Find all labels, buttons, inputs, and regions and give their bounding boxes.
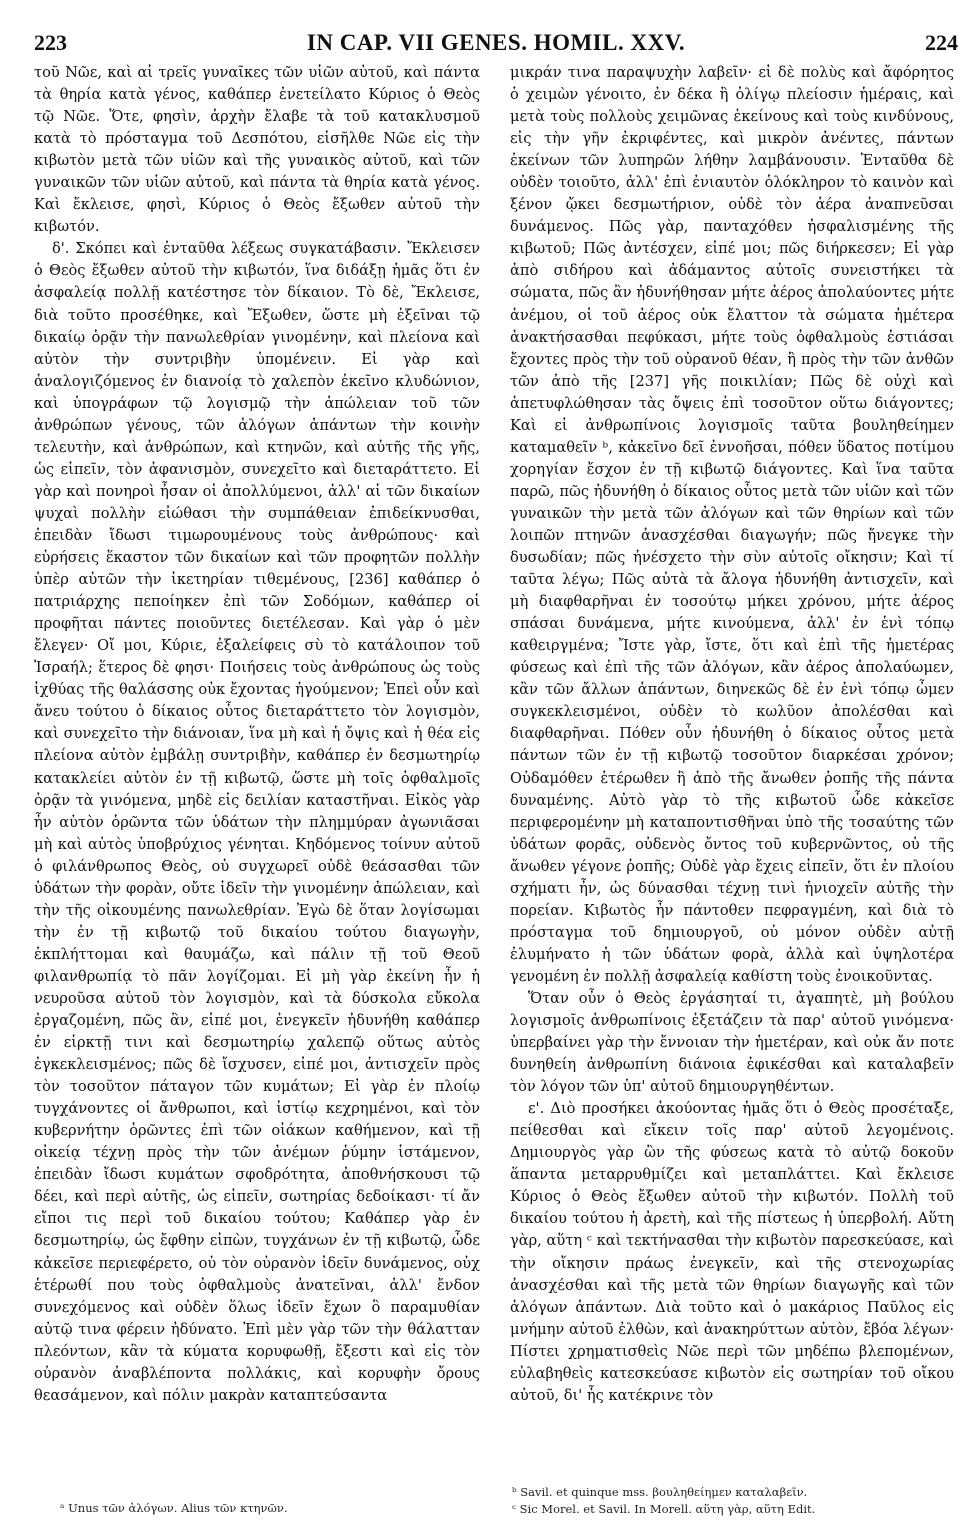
left-text-column bbox=[34, 62, 480, 1482]
left-paragraph-2: δ'. Σκόπει καὶ ἐνταῦθα λέξεως συγκατάβασιν. Ἔκλεισεν ὁ Θεὸς ἔξωθεν αὐτοῦ τὴν κιβωτόν, ἵνα διδάξῃ ἡμᾶς ὅτι ἐν ἀσφαλείᾳ πολλῇ κατέστησε τὸν δίκαιον. Τὸ δὲ, Ἔκλεισε, διὰ τοῦτο προσέθηκε, καὶ Ἔξωθεν, ὥστε μὴ ἐξεῖναι τῷ δικαίῳ ὁρᾷν τὴν πανωλεθρίαν γινομένην, καὶ πλείονα καὶ αὐτὸν τὴν συντριβὴν ὑπομένειν. Εἰ γὰρ καὶ ἀναλογιζόμενος ἐν διανοίᾳ τὸ χαλεπὸν ἐκεῖνο κλυδώνιον, καὶ ὑπογράφων τῷ λογισμῷ τὴν ἀπώλειαν τοῦ τῶν ἀνθρώπων γένους, τῶν ἀλόγων ἁπάντων τὴν κοινὴν τελευτὴν, καὶ ἀνθρώπων, καὶ κτηνῶν, καὶ αὐτῆς τῆς γῆς, ὡς εἰπεῖν, τὸν ἀφανισμὸν, συνεχεῖτο καὶ διεταράττετο. Εἰ γὰρ καὶ πονηροὶ ἦσαν οἱ ἀπολλύμενοι, ἀλλ' αἱ τῶν δικαίων ψυχαὶ πολλὴν εἰώθασι τὴν συμπάθειαν ἐπιδείκνυσθαι, ἐπειδὰν ἴδωσι τιμωρουμένους τοὺς ἀνθρώπους· καὶ εὑρήσεις ἕκαστον τῶν δικαίων καὶ τῶν προφητῶν πολλὴν ὑπὲρ αὐτῶν τὴν ἱκετηρίαν τιθεμένους, [236] καθάπερ ὁ πατριάρχης πεποίηκεν ἐπὶ τῶν Σοδόμων, καθάπερ οἱ προφῆται πάντες ποιοῦντες διετέλεσαν. Καὶ γὰρ ὁ μὲν ἔλεγεν· Οἴ μοι, Κύριε, ἐξαλείφεις σὺ τὸ κατάλοιπον τοῦ Ἰσραήλ; ἕτερος δὲ φησι· Ποιήσεις τοὺς ἀνθρώπους ὡς τοὺς ἰχθύας τῆς θαλάσσης οὐκ ἔχοντας ἡγούμενον; Ἐπεὶ οὖν καὶ ἄνευ τούτου ὁ δίκαιος οὗτος διεταράττετο τὸν λογισμὸν, καὶ συνεχεῖτο τὴν διάνοιαν, ἵνα μὴ καὶ ἡ ὄψις καὶ ἡ θέα εἰς πλείονα αὐτὸν ἐμβάλῃ συντριβὴν, καθάπερ ἐν δεσμωτηρίῳ κατακλείει αὐτὸν ἐν τῇ κιβωτῷ, ὥστε μὴ τοῖς ὀφθαλμοῖς ὁρᾷν τὰ γινόμενα, μηδὲ εἰς δειλίαν καταστῆναι. Εἰκὸς γὰρ ἦν αὐτὸν ὁρῶντα τῶν ὑδάτων τὴν πλημμύραν ἀγωνιᾶσαι μὴ καὶ αὐτὸς ὑποβρύχιος γένηται. Κηδόμενος τοίνυν αὐτοῦ ὁ φιλάνθρωπος Θεὸς, οὐ συγχωρεῖ οὐδὲ θεάσασθαι τῶν ὑδάτων τὴν φορὰν, οὔτε ἰδεῖν τὴν γινομένην ἀπώλειαν, καὶ τὴν τῆς οἰκουμένης πανωλεθρίαν. Ἐγὼ δὲ ὅταν λογίσωμαι τὴν ἐν τῇ κιβωτῷ τοῦ δικαίου τούτου διαγωγὴν, ἐκπλήττομαι καὶ θαυμάζω, καὶ πάλιν τῇ τοῦ Θεοῦ φιλανθρωπίᾳ τὸ πᾶν λογίζομαι. Εἰ μὴ γὰρ ἐκείνη ἦν ἡ νευροῦσα αὐτοῦ τὸν λογισμὸν, καὶ τὰ δύσκολα εὔκολα ἐργαζομένη, πῶς ἂν, εἰπέ μοι, ἐνεγκεῖν ἠδυνήθη καθάπερ ἐν εἱρκτῇ τινι καὶ δεσμωτηρίῳ χαλεπῷ οὕτως αὐτὸς ἐγκεκλεισμένος; πῶς δὲ ἴσχυσεν, εἰπέ μοι, ἀντισχεῖν πρὸς τὸν τοσοῦτον πάταγον τῶν κυμάτων; Εἰ γὰρ ἐν πλοίῳ τυγχάνοντες οἱ ἄνθρωποι, καὶ ἱστίῳ κεχρημένοι, καὶ τὸν κυβερνήτην ὁρῶντες ἐπὶ τῶν οἰάκων καθήμενον, καὶ τῇ οἰκείᾳ τέχνῃ πρὸς τὴν τῶν ἀνέμων ῥύμην ἱστάμενον, ἐπειδὰν ἴδωσι κυμάτων σφοδρότητα, ἀποθνήσκουσι τῷ δέει, καὶ περὶ αὐτῆς, ὡς εἰπεῖν, σωτηρίας δεδοίκασι· τί ἄν εἴποι τις περὶ τοῦ δικαίου τούτου; Καθάπερ γὰρ ἐν δεσμωτηρίῳ, ὡς ἔφθην εἰπὼν, τυγχάνων ἐν τῇ κιβωτῷ, ὧδε κἀκεῖσε περιεφέρετο, οὐ τὸν οὐρανὸν ἰδεῖν δυνάμενος, οὐχ ἑτέρωθί που τοὺς ὀφθαλμοὺς ἀνατεῖναι, ἀλλ' ἔνδον συνεχόμενος καὶ οὐδὲν ὅλως ἰδεῖν ἔχων ὃ παραμυθίαν αὐτῷ τινα φέρειν ἠδύνατο. Ἐπὶ μὲν γὰρ τῶν τὴν θάλατταν πλεόντων, κἂν τὰ κύματα κορυφωθῇ, ἔξεστι καὶ εἰς τὸν οὐρανὸν ἀναβλέποντα πολλάκις, καὶ κορυφὴν ὄρους θεασάμενον, καὶ πόλιν μακρὰν καταπτεύσαντα bbox=[34, 240, 480, 1404]
footnote-b: ᵇ Savil. et quinque mss. βουληθείημεν καταλαβεῖν. bbox=[512, 1485, 808, 1499]
right-paragraph-2: Ὅταν οὖν ὁ Θεὸς ἐργάσηταί τι, ἀγαπητὲ, μὴ βούλου λογισμοῖς ἀνθρωπίνοις ἐξετάζειν τὰ παρ' αὐτοῦ γινόμενα· ὑπερβαίνει γὰρ τὴν ἔννοιαν τὴν ἡμετέραν, καὶ οὐκ ἄν ποτε δυνηθείη ἀνθρωπίνη διάνοια ἐφικέσθαι καὶ καταλαβεῖν τὸν λόγον τῶν ὑπ' αὐτοῦ δημιουργηθέντων. bbox=[510, 989, 954, 1096]
right-text-column bbox=[510, 62, 954, 1442]
left-paragraph-1: τοῦ Νῶε, καὶ αἱ τρεῖς γυναῖκες τῶν υἱῶν αὐτοῦ, καὶ πάντα τὰ θηρία κατὰ γένος, καθάπερ ἐνετείλατο Κύριος ὁ Θεὸς τῷ Νῶε. Ὅτε, φησὶν, ἀρχὴν ἔλαβε τὰ τοῦ κατακλυσμοῦ κατὰ τὸ πρόσταγμα τοῦ Δεσπότου, εἰσῆλθε Νῶε εἰς τὴν κιβωτὸν μετὰ τῶν υἱῶν καὶ τῆς γυναικὸς αὐτοῦ, καὶ τῶν γυναικῶν τῶν υἱῶν αὐτοῦ, καὶ πάντα τὰ θηρία κατὰ γένος. Καὶ ἔκλεισε, φησὶ, Κύριος ὁ Θεὸς ἔξωθεν αὐτοῦ τὴν κιβωτόν. bbox=[34, 64, 480, 236]
running-header bbox=[34, 30, 958, 60]
footnotes-left bbox=[60, 1500, 480, 1517]
right-paragraph-1: μικράν τινα παραψυχὴν λαβεῖν· εἰ δὲ πολὺς καὶ ἄφόρητος ὁ χειμὼν γένοιτο, ἐν δέκα ἢ ὀλίγῳ πλείοσιν ἡμέραις, καὶ μετὰ τοὺς πολλοὺς χειμῶνας ἐκείνους καὶ τοὺς κινδύνους, εἰς τὴν γῆν ἐκριφέντες, καὶ μικρὸν ἀνέντες, πάντων ἐκείνων τῶν λυπηρῶν λήθην λαμβάνουσιν. Ἐνταῦθα δὲ οὐδὲν τοιοῦτο, ἀλλ' ἐπὶ ἐνιαυτὸν ὁλόκληρον τὸ καινὸν καὶ ξένον ᾤκει δεσμωτήριον, οὐδὲ τὸν ἀέρα ἀναπνεῦσαι δυνάμενος. Πῶς γὰρ, πανταχόθεν ἠσφαλισμένης τῆς κιβωτοῦ; Πῶς ἀντέσχεν, εἰπέ μοι; πῶς διήρκεσεν; Εἰ γὰρ ἀπὸ σιδήρου καὶ ἀδάμαντος αὐτοῖς συνειστήκει τὰ σώματα, πῶς ἂν ἠδυνήθησαν μήτε ἀέρος ἀπολαύοντες μήτε ἀνέμου, οἱ τοῦ ἀέρος οὐκ ἔλαττον τὰ σώματα ἡμέτερα ἀνακτήσασθαι πεφύκασι, μήτε τοὺς ὀφθαλμοὺς ἑστιάσαι ἔχοντες πρὸς τὴν τοῦ οὐρανοῦ θέαν, ἢ πρὸς τὴν τῶν ἀνθῶν τῶν ἀπὸ τῆς [237] γῆς ποικιλίαν; Πῶς δὲ οὐχὶ καὶ ἀπετυφλώθησαν τὰς ὄψεις ἐπὶ τοσοῦτον οὕτω διάγοντες; Καὶ εἰ ἀνθρωπίνοις λογισμοῖς ταῦτα βουληθείημεν καταμαθεῖν ᵇ, κἀκεῖνο δεῖ ἐννοῆσαι, πόθεν ὕδατος ποτίμου χορηγίαν ἔσχον ἐν τῇ κιβωτῷ διάγοντες. Καὶ ἵνα ταῦτα παρῶ, πῶς ἠδυνήθη ὁ δίκαιος οὗτος μετὰ τῶν υἱῶν καὶ τῶν γυναικῶν τὴν μετὰ τῶν ἀλόγων καὶ τῶν θηρίων καὶ τῶν λοιπῶν πτηνῶν ἀνασχέσθαι διαγωγήν; πῶς ἤνεγκε τὴν δυσωδίαν; πῶς ἠνέσχετο τὴν σὺν αὐτοῖς οἴκησιν; Καὶ τί ταῦτα λέγω; Πῶς αὐτὰ τὰ ἄλογα ἠδυνήθη ἀντισχεῖν, καὶ μὴ διαφθαρῆναι ἐν τοσούτῳ μήκει χρόνου, μήτε ἀέρος σπάσαι δυνάμενα, μήτε κινούμενα, ἀλλ' ἐν ἑνὶ τόπῳ καθειργμένα; Ἴστε γὰρ, ἴστε, ὅτι καὶ ἐπὶ τῆς ἡμετέρας φύσεως καὶ ἐπὶ τῆς τῶν ἀλόγων, κἂν ἀέρος ἀπολαύωμεν, κἂν τῶν ἄλλων ἁπάντων, διηνεκῶς δὲ ἐν ἑνὶ τόπῳ ὦμεν συγκεκλεισμένοι, οὐδὲν τὸ κωλῦον ἀπολέσθαι καὶ διαφθαρῆναι. Πόθεν οὖν ἠδυνήθη ὁ δίκαιος οὗτος μετὰ πάντων τῶν ἐν τῇ κιβωτῷ τοσοῦτον διαρκέσαι χρόνον; Οὐδαμόθεν ἑτέρωθεν ἢ ἀπὸ τῆς ἄνωθεν ῥοπῆς τῆς πάντα δυναμένης. Αὐτὸ γὰρ τὸ τῆς κιβωτοῦ ὧδε κἀκεῖσε περιφερομένην μὴ καταποντισθῆναι ὑπὸ τῆς τοσαύτης τῶν ὑδάτων φορᾶς, οὐδενὸς ὄντος τοῦ κυβερνῶντος, οὐ τῆς ἄνωθεν γέγονε ῥοπῆς; Οὐδὲ γὰρ ἔχεις εἰπεῖν, ὅτι ἐν πλοίου σχήματι ἦν, ὡς δύνασθαι τέχνῃ τινὶ ἡνιοχεῖν αὐτῆς τὴν πορείαν. Κιβωτὸς ἦν πάντοθεν πεφραγμένη, καὶ διὰ τὸ πρόσταγμα τοῦ δημιουργοῦ, οὐ μόνον οὐδὲν αὐτῇ ἐλυμήνατο ἡ τῶν ὑδάτων φορὰ, ἀλλὰ καὶ ὑψηλοτέρα γενομένη ἐν πολλῇ ἀσφαλείᾳ καθίστη τοὺς ἐνοικοῦντας. bbox=[510, 64, 954, 985]
running-title: IN CAP. VII GENES. HOMIL. XXV. bbox=[306, 30, 686, 55]
footnotes-right bbox=[512, 1484, 952, 1518]
footnote-c: ᶜ Sic Morel. et Savil. In Morell. αὕτη γὰρ, αὕτη Edit. bbox=[512, 1502, 816, 1516]
left-page-number: 223 bbox=[34, 30, 67, 55]
right-paragraph-3: ε'. Διὸ προσήκει ἀκούοντας ἡμᾶς ὅτι ὁ Θεὸς προσέταξε, πείθεσθαι καὶ εἴκειν τοῖς παρ' αὐτοῦ λεγομένοις. Δημιουργὸς γὰρ ὢν τῆς φύσεως κατὰ τὸ αὐτῷ δοκοῦν ἅπαντα μεταρρυθμίζει καὶ μεταπλάττει. Καὶ ἔκλεισε Κύριος ὁ Θεὸς ἔξωθεν αὐτοῦ τὴν κιβωτόν. Πολλὴ τοῦ δικαίου τούτου ἡ ἀρετὴ, καὶ τῆς πίστεως ἡ ὑπερβολή. Αὕτη γὰρ, αὕτη ᶜ καὶ τεκτήνασθαι τὴν κιβωτὸν παρεσκεύασε, καὶ τὴν οἴκησιν πράως ἐνεγκεῖν, καὶ τῆς στενοχωρίας ἀνασχέσθαι καὶ τῆς μετὰ τῶν θηρίων διαγωγῆς καὶ τῶν ἀλόγων ἁπάντων. Διὰ τοῦτο καὶ ὁ μακάριος Παῦλος εἰς μνήμην αὐτοῦ ἐλθὼν, καὶ ἀνακηρύττων αὐτὸν, ἔβόα λέγων· Πίστει χρηματισθεὶς Νῶε περὶ τῶν μηδέπω βλεπομένων, εὐλαβηθεὶς κατεσκεύασε κιβωτὸν εἰς σωτηρίαν τοῦ οἴκου αὐτοῦ, δι' ἧς κατέκρινε τὸν bbox=[510, 1100, 954, 1404]
right-page-number: 224 bbox=[925, 30, 958, 55]
footnote-a: ᵃ Unus τῶν ἀλόγων. Alius τῶν κτηνῶν. bbox=[60, 1501, 288, 1515]
